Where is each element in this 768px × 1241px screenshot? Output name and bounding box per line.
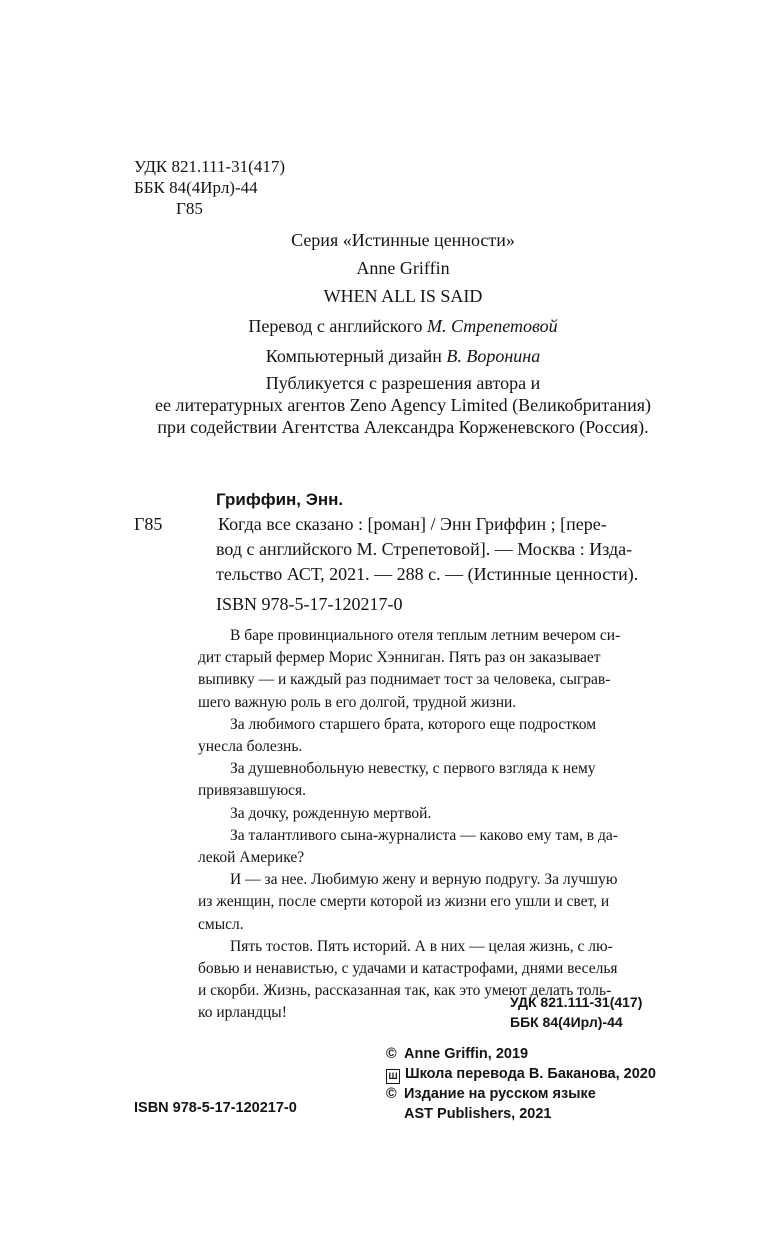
copyright-icon: © bbox=[386, 1046, 397, 1062]
classification-codes bbox=[134, 156, 285, 219]
author-mark: Г85 bbox=[176, 199, 203, 218]
copyright-icon: © bbox=[386, 1086, 397, 1102]
copyright-block bbox=[386, 1044, 656, 1124]
annotation-line: Пять тостов. Пять историй. А в них — целая жизнь, с лю- bbox=[230, 937, 613, 955]
annotation bbox=[198, 625, 674, 1025]
annotation-line: За любимого старшего брата, которого еще подростком bbox=[230, 715, 597, 733]
copyright-line: AST Publishers, 2021 bbox=[404, 1106, 552, 1122]
biblio-line: Когда все сказано : [роман] / Энн Гриффин ; [пере- bbox=[218, 514, 607, 534]
copyright-line: © Anne Griffin, 2019 bbox=[386, 1046, 529, 1062]
footer-codes bbox=[510, 992, 642, 1032]
annotation-line: и скорби. Жизнь, рассказанная так, как это умеют делать толь- bbox=[198, 982, 612, 1000]
footer-udk: УДК 821.111-31(417) bbox=[510, 994, 643, 1010]
annotation-line: смысл. bbox=[198, 915, 244, 933]
annotation-line: бовью и ненавистью, с удачами и катастрофами, днями веселья bbox=[198, 960, 618, 978]
copyright-line: © Издание на русском языке bbox=[386, 1086, 596, 1102]
design-credit: Компьютерный дизайн В. Воронина bbox=[265, 346, 541, 366]
designer-name: В. Воронина bbox=[446, 346, 541, 366]
copyright-line: Ш Школа перевода В. Баканова, 2020 bbox=[386, 1064, 656, 1084]
annotation-line: дит старый фермер Морис Хэнниган. Пять раз он заказывает bbox=[198, 649, 601, 667]
annotation-line: За дочку, рожденную мертвой. bbox=[230, 804, 432, 822]
annotation-line: шего важную роль в его долгой, трудной жизни. bbox=[198, 693, 517, 711]
translator-name: М. Стрепетовой bbox=[427, 316, 558, 336]
biblio-isbn: ISBN 978-5-17-120217-0 bbox=[216, 594, 403, 614]
biblio-line: вод с английского М. Стрепетовой]. — Москва : Изда- bbox=[216, 539, 633, 559]
udk-code: УДК 821.111-31(417) bbox=[134, 157, 285, 176]
annotation-line: За талантливого сына-журналиста — каково ему там, в да- bbox=[230, 826, 618, 844]
annotation-line: лекой Америке? bbox=[198, 849, 305, 867]
annotation-line: ко ирландцы! bbox=[198, 1004, 287, 1022]
translation-credit: Перевод с английского М. Стрепетовой bbox=[248, 316, 558, 336]
footer-bbk: ББК 84(4Ирл)-44 bbox=[510, 1014, 623, 1030]
original-title: WHEN ALL IS SAID bbox=[323, 286, 483, 306]
annotation-line: унесла болезнь. bbox=[198, 738, 303, 756]
annotation-line: В баре провинциального отеля теплым летним вечером си- bbox=[230, 627, 621, 644]
annotation-line: За душевнобольную невестку, с первого взгляда к нему bbox=[230, 760, 596, 778]
annotation-line: выпивку — и каждый раз поднимает тост за человека, сыграв- bbox=[198, 671, 611, 689]
annotation-line: из женщин, после смерти которой из жизни его ушли и свет, и bbox=[198, 893, 610, 911]
author-english: Anne Griffin bbox=[356, 258, 450, 278]
bbk-code: ББК 84(4Ирл)-44 bbox=[134, 178, 258, 197]
isbn-bottom: ISBN 978-5-17-120217-0 bbox=[134, 1100, 297, 1116]
translation-school-icon: Ш bbox=[386, 1069, 400, 1084]
series-line: Серия «Истинные ценности» bbox=[291, 230, 515, 250]
annotation-line: привязавшуюся. bbox=[198, 782, 307, 800]
permission-notice: Публикуется с разрешения автора и ее литературных агентов Zeno Agency Limited (Великобритания) при содействии Агентства Александра Корженевского (Россия). bbox=[154, 373, 651, 437]
biblio-heading: Гриффин, Энн. bbox=[216, 490, 344, 509]
annotation-line: И — за нее. Любимую жену и верную подругу. За лучшую bbox=[230, 871, 618, 889]
biblio-mark: Г85 bbox=[134, 514, 163, 534]
bibliographic-record bbox=[134, 487, 673, 597]
biblio-line: тельство АСТ, 2021. — 288 с. — (Истинные ценности). bbox=[216, 564, 639, 584]
